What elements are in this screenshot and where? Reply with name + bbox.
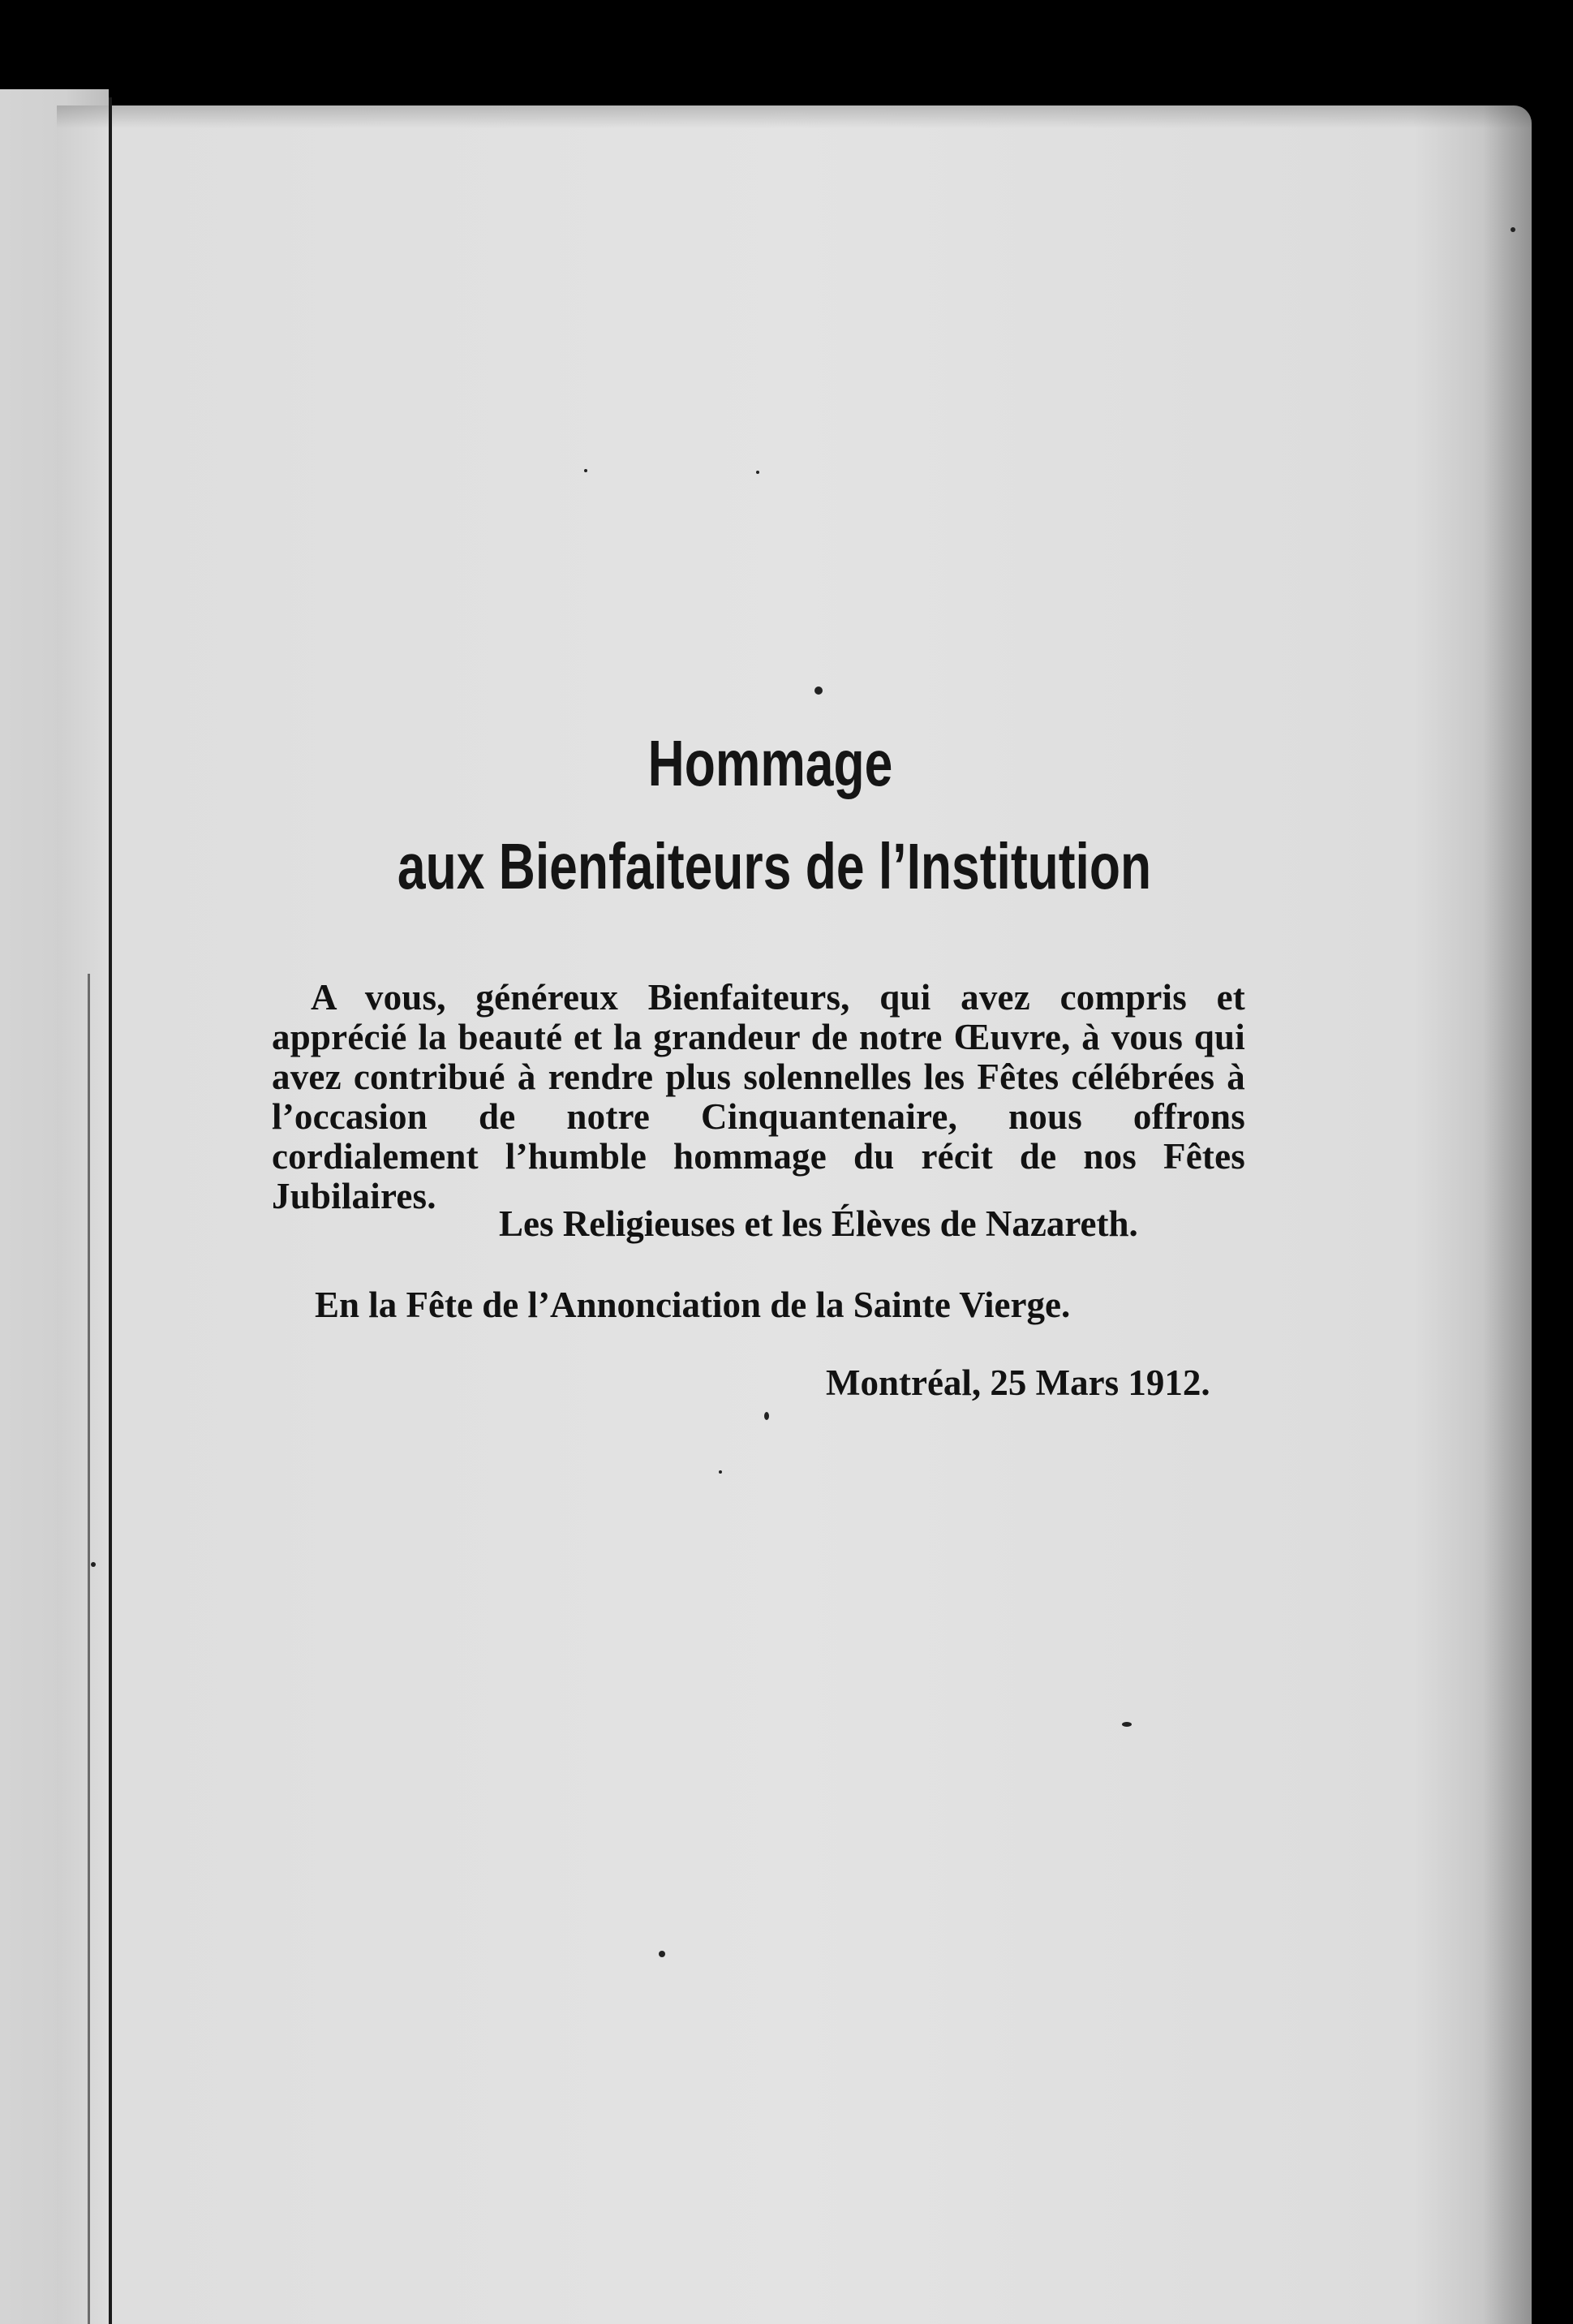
scan-speck [659, 1951, 665, 1957]
scan-speck [756, 471, 759, 474]
page-title: Hommage [647, 727, 893, 799]
scan-speck [1511, 227, 1515, 232]
gutter-line [109, 97, 112, 2324]
occasion-line: En la Fête de l’Annonciation de la Sainte Vierge. [315, 1285, 1071, 1325]
scan-speck [814, 686, 823, 695]
page-right-shadow [1483, 105, 1532, 2324]
scan-speck [91, 1562, 96, 1567]
scan-speck [1122, 1722, 1132, 1727]
scan-speck [584, 469, 587, 472]
place-date-line: Montréal, 25 Mars 1912. [826, 1362, 1210, 1403]
dedication-paragraph: A vous, généreux Bienfaiteurs, qui avez compris et apprécié la beauté et la grandeur de notre Œuvre, à vous qui avez contribué à rendre plus solennelles les Fêtes célébrées à l’occasion de notre Cinquantenaire, nous offrons cordialement l’humble hommage du récit de nos Fêtes Jubilaires. [272, 977, 1245, 1216]
page-subtitle: aux Bienfaiteurs de l’Institution [397, 830, 1152, 902]
page-top-shadow [57, 105, 1532, 128]
gutter-shadow-line [88, 974, 90, 2324]
scan-speck [719, 1470, 722, 1474]
signature-line: Les Religieuses et les Élèves de Nazareth. [499, 1203, 1138, 1244]
scan-speck [764, 1412, 769, 1420]
